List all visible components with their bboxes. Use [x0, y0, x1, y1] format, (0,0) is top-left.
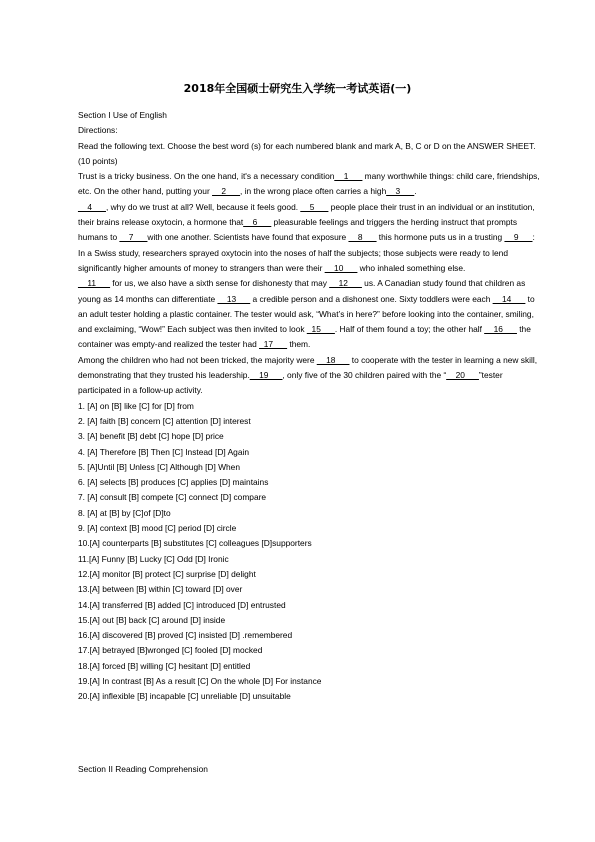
- answer-option: 9. [A] context [B] mood [C] period [D] circle: [78, 523, 237, 534]
- answer-option: 16.[A] discovered [B] proved [C] insisted [D] .remembered: [78, 630, 293, 641]
- directions-label: Directions:: [78, 125, 118, 136]
- paragraph-text: : In a Swiss study, researchers sprayed oxytocin into the noses of half the subjects; those subjects were ready to lend significantly higher amounts of money to strangers than were their: [78, 232, 535, 273]
- paragraph-text: to an adult tester holding a plastic container. The tester would ask, “What’s in here?” before looking into the container, smiling, and exclaiming, “Wow!” Each subject was then invited to look: [78, 293, 535, 335]
- paragraph-1: [78, 169, 540, 200]
- document-body: [78, 108, 540, 705]
- blank-17: _17___: [259, 339, 288, 350]
- blank-9: __9___: [504, 232, 533, 243]
- paragraph-text: .: [414, 186, 417, 197]
- blank-14: __14___: [492, 293, 526, 304]
- paragraph-text: the container was empty-and realized the tester had: [78, 324, 531, 350]
- blank-11: __11___: [78, 278, 110, 289]
- answer-option: 18.[A] forced [B] willing [C] hesitant [D] entitled: [78, 660, 251, 671]
- blank-1: __1___: [334, 171, 363, 182]
- paragraph-text: them.: [287, 339, 311, 350]
- paragraph-text: Trust is a tricky business. On the one hand, it's a necessary condition: [78, 171, 335, 182]
- paragraph-text: many worthwhile things: child care, friendships, etc. On the other hand, putting your: [78, 171, 540, 197]
- blank-5: __5___: [300, 201, 329, 212]
- paragraph-text: , in the wrong place often carries a high: [240, 186, 387, 197]
- paragraph-text: Among the children who had not been tricked, the majority were: [78, 354, 317, 365]
- paragraph-3: [78, 276, 540, 352]
- blank-4: __4___: [78, 201, 106, 212]
- blank-18: __18___: [316, 354, 350, 365]
- paragraph-text: this hormone puts us in a trusting: [376, 232, 505, 243]
- section-heading: Section II Reading Comprehension: [78, 764, 208, 774]
- answer-option: 17.[A] betrayed [B]wronged [C] fooled [D] mocked: [78, 645, 263, 656]
- blank-16: __16___: [484, 324, 517, 335]
- blank-3: __3___: [386, 186, 415, 197]
- page-title: 2018年全国硕士研究生入学统一考试英语(一): [183, 82, 412, 95]
- answer-option: 19.[A] In contrast [B] As a result [C] On the whole [D] For instance: [78, 675, 322, 686]
- paragraph-text: for us, we also have a sixth sense for dishonesty that may: [109, 278, 330, 289]
- answer-option: 14.[A] transferred [B] added [C] introduced [D] entrusted: [78, 599, 286, 610]
- answer-option: 11.[A] Funny [B] Lucky [C] Odd [D] Ironic: [78, 553, 229, 564]
- answer-option: 13.[A] between [B] within [C] toward [D] over: [78, 584, 243, 595]
- answer-option: 10.[A] counterparts [B] substitutes [C] colleagues [D]supporters: [78, 538, 312, 549]
- answer-option: 4. [A] Therefore [B] Then [C] Instead [D] Again: [78, 446, 250, 457]
- answer-option: 20.[A] inflexible [B] incapable [C] unreliable [D] unsuitable: [78, 691, 291, 702]
- blank-19: __19___: [249, 370, 283, 381]
- paragraph-text: pleasurable feelings and triggers the herding instruct that prompts humans to: [78, 217, 518, 243]
- paragraph-4: [78, 353, 540, 399]
- answer-option: 6. [A] selects [B] produces [C] applies [D] maintains: [78, 477, 269, 488]
- blank-13: __13___: [217, 293, 251, 304]
- answer-option: 15.[A] out [B] back [C] around [D] inside: [78, 614, 226, 625]
- answer-option: 7. [A] consult [B] compete [C] connect [D] compare: [78, 492, 267, 503]
- paragraph-text: with one another. Scientists have found that exposure: [147, 232, 349, 243]
- answer-options-list: [78, 399, 540, 705]
- answer-option: 12.[A] monitor [B] protect [C] surprise [D] delight: [78, 568, 256, 579]
- paragraph-text: a credible person and a dishonest one. Sixty toddlers were each: [250, 293, 493, 304]
- answer-option: 5. [A]Until [B] Unless [C] Although [D] When: [78, 461, 240, 472]
- paragraph-text: . Half of them found a toy; the other half: [334, 324, 485, 335]
- paragraph-text: , why do we trust at all? Well, because it feels good.: [105, 201, 301, 212]
- paragraph-text: people place their trust in an individual or an institution, their brains release oxytocin, a hormone that: [78, 201, 535, 228]
- blank-10: __10___: [324, 262, 358, 273]
- paragraph-text: , only five of the 30 children paired with the “: [282, 370, 447, 381]
- answer-option: 1. [A] on [B] like [C] for [D] from: [78, 400, 194, 411]
- blank-2: __2___: [212, 186, 241, 197]
- blank-12: __12___: [329, 278, 362, 289]
- directions-text: [78, 139, 540, 170]
- directions-body: Read the following text. Choose the best word (s) for each numbered blank and mark A, B, C or D on the ANSWER SHEET. (10 points): [78, 140, 536, 166]
- paragraph-text: ”tester participated in a follow-up activity.: [78, 370, 503, 396]
- answer-option: 3. [A] benefit [B] debt [C] hope [D] price: [78, 431, 224, 442]
- blank-7: __7___: [119, 232, 148, 243]
- paragraph-text: us. A Canadian study found that children as young as 14 months can differentiate: [78, 278, 526, 304]
- blank-8: __8___: [348, 232, 377, 243]
- blank-20: __20___: [446, 370, 479, 381]
- answer-option: 8. [A] at [B] by [C]of [D]to: [78, 507, 171, 518]
- paragraph-2: [78, 200, 540, 276]
- section-heading: Section I Use of English: [78, 110, 167, 120]
- paragraph-text: to cooperate with the tester in learning a new skill, demonstrating that they trusted his leadership.: [78, 354, 538, 381]
- blank-15: _15___: [306, 324, 335, 335]
- paragraph-text: who inhaled something else.: [357, 262, 466, 273]
- answer-option: 2. [A] faith [B] concern [C] attention [D] interest: [78, 415, 251, 426]
- blank-6: __6___: [243, 217, 272, 228]
